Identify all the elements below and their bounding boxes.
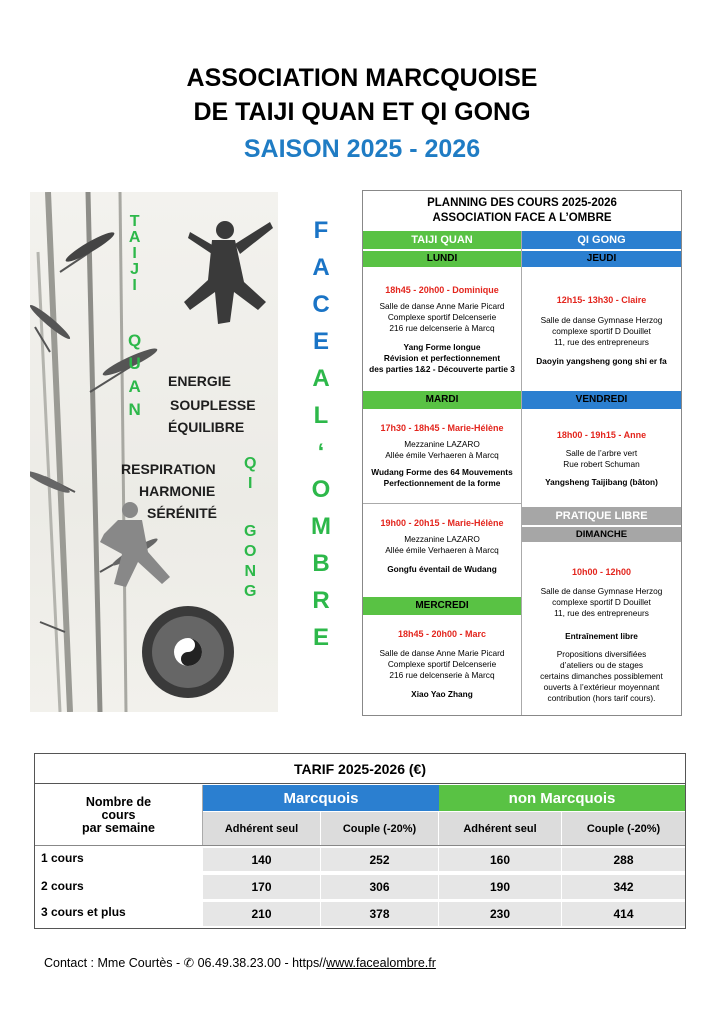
taiji-letter: A bbox=[128, 377, 141, 396]
price-cell: 190 bbox=[439, 875, 562, 899]
mardi-course-1: 17h30 - 18h45 - Marie-Hélène Mezzanine LAZARO Allée émile Verhaeren à Marcq Wudang Forme des 64 Mouvements Perfectionnement de la forme bbox=[371, 423, 513, 488]
face-letter: A bbox=[312, 254, 330, 281]
row-label: 3 cours et plus bbox=[41, 905, 126, 919]
face-letter: E bbox=[312, 624, 329, 651]
qigong-letter: N bbox=[244, 563, 256, 580]
face-letter: C bbox=[312, 291, 330, 318]
taiji-letter: Q bbox=[128, 331, 142, 350]
price-cell: 414 bbox=[562, 902, 685, 926]
day-lundi: LUNDI bbox=[363, 251, 521, 267]
day-mardi: MARDI bbox=[363, 391, 521, 409]
sub-header: Couple (-20%) bbox=[321, 812, 439, 845]
sub-header: Adhérent seul bbox=[439, 812, 562, 845]
face-a-lombre-vertical bbox=[296, 212, 346, 656]
price-cell: 160 bbox=[439, 848, 562, 871]
word-serenite: SÉRÉNITÉ bbox=[147, 505, 218, 521]
season-title: SAISON 2025 - 2026 bbox=[243, 135, 481, 163]
sub-header: Couple (-20%) bbox=[562, 812, 685, 845]
qigong-letter: O bbox=[244, 543, 257, 560]
face-letter: E bbox=[312, 328, 329, 355]
price-cell: 252 bbox=[321, 848, 439, 871]
bamboo-illustration bbox=[30, 192, 278, 712]
flyer-image bbox=[30, 192, 278, 712]
sub-header: Adhérent seul bbox=[203, 812, 321, 845]
lundi-course: 18h45 - 20h00 - Dominique Salle de danse Anne Marie Picard Complexe sportif Delcenserie 216 rue delcenserie à Marcq Yang Forme longue Révision et perfectionnement des parties 1&2 - Découverte partie 3 bbox=[369, 285, 515, 374]
word-souplesse: SOUPLESSE bbox=[170, 397, 256, 413]
price-cell: 288 bbox=[562, 848, 685, 871]
price-cell: 210 bbox=[203, 902, 321, 926]
taiji-letter: J bbox=[130, 261, 140, 278]
price-cell: 170 bbox=[203, 875, 321, 899]
col-header-qigong: QI GONG bbox=[522, 231, 681, 249]
qigong-letter: G bbox=[244, 523, 257, 540]
tarif-label-header: Nombre de cours par semaine bbox=[35, 785, 203, 845]
qigong-letter: Q bbox=[244, 455, 257, 472]
website-link[interactable]: www.facealombre.fr bbox=[326, 956, 436, 970]
face-letter: A bbox=[312, 365, 330, 392]
taiji-letter: T bbox=[129, 213, 140, 230]
price-cell: 306 bbox=[321, 875, 439, 899]
face-letter: F bbox=[313, 217, 329, 244]
mardi-course-2: 19h00 - 20h15 - Marie-Hélène Mezzanine LAZARO Allée émile Verhaeren à Marcq Gongfu éventail de Wudang bbox=[380, 518, 504, 574]
word-equilibre: ÉQUILIBRE bbox=[168, 419, 245, 435]
face-letter: R bbox=[312, 587, 330, 614]
day-jeudi: JEUDI bbox=[522, 251, 681, 267]
header-non-marcquois: non Marcquois bbox=[439, 785, 685, 811]
qigong-letter: I bbox=[248, 475, 253, 492]
planning-table bbox=[362, 190, 682, 716]
pratique-libre-header: PRATIQUE LIBRE bbox=[522, 507, 681, 525]
header-marcquois: Marcquois bbox=[203, 785, 439, 811]
taiji-letter: U bbox=[128, 354, 141, 373]
taiji-quan-vertical bbox=[128, 214, 141, 418]
day-dimanche: DIMANCHE bbox=[522, 527, 681, 542]
qigong-letter: G bbox=[244, 583, 257, 600]
word-energie: ENERGIE bbox=[168, 373, 232, 389]
qi-gong-vertical bbox=[244, 456, 256, 600]
jeudi-course: 12h15- 13h30 - Claire Salle de danse Gymnase Herzog complexe sportif D Douillet 11, rue des entrepreneurs Daoyin yangsheng gong shi er fa bbox=[536, 295, 667, 366]
price-cell: 140 bbox=[203, 848, 321, 871]
tarif-title: TARIF 2025-2026 (€) bbox=[35, 754, 685, 784]
row-label: 2 cours bbox=[41, 879, 84, 893]
taiji-letter: A bbox=[128, 229, 141, 246]
taiji-letter: I bbox=[132, 277, 137, 294]
planning-title: PLANNING DES COURS 2025-2026 ASSOCIATION FACE A L’OMBRE bbox=[427, 197, 617, 224]
face-letter: L bbox=[313, 402, 329, 429]
word-respiration: RESPIRATION bbox=[121, 461, 216, 477]
price-cell: 378 bbox=[321, 902, 439, 926]
header-line-2: DE TAIJI QUAN ET QI GONG bbox=[193, 98, 531, 126]
tarif-table bbox=[34, 753, 686, 929]
face-letter: O bbox=[311, 476, 331, 503]
day-vendredi: VENDREDI bbox=[522, 391, 681, 409]
col-header-taiji: TAIJI QUAN bbox=[363, 231, 521, 249]
vendredi-course: 18h00 - 19h15 - Anne Salle de l’arbre vert Rue robert Schuman Yangsheng Taijibang (bâton) bbox=[545, 430, 658, 487]
header-line-1: ASSOCIATION MARCQUOISE bbox=[186, 64, 538, 92]
contact-line: Contact : Mme Courtès - ✆ 06.49.38.23.00 - https//www.facealombre.fr bbox=[44, 956, 436, 970]
day-mercredi: MERCREDI bbox=[363, 597, 521, 615]
price-cell: 342 bbox=[562, 875, 685, 899]
row-label: 1 cours bbox=[41, 851, 84, 865]
mercredi-course: 18h45 - 20h00 - Marc Salle de danse Anne Marie Picard Complexe sportif Delcenserie 216 rue delcenserie à Marcq Xiao Yao Zhang bbox=[379, 629, 505, 699]
face-letter: B bbox=[312, 550, 330, 577]
taiji-letter: I bbox=[132, 245, 137, 262]
price-cell: 230 bbox=[439, 902, 562, 926]
face-letter: ‘ bbox=[317, 439, 325, 466]
word-harmonie: HARMONIE bbox=[139, 483, 216, 499]
taiji-letter: N bbox=[128, 400, 141, 419]
face-letter: M bbox=[311, 513, 331, 540]
dimanche-course: 10h00 - 12h00 Salle de danse Gymnase Herzog complexe sportif D Douillet 11, rue des entrepreneurs Entraînement libre Propositions diversifiées d’ateliers ou de stages certains dimanches possiblement ouverts à l’extérieur moyennant contribution (hors tarif cours). bbox=[540, 567, 663, 703]
